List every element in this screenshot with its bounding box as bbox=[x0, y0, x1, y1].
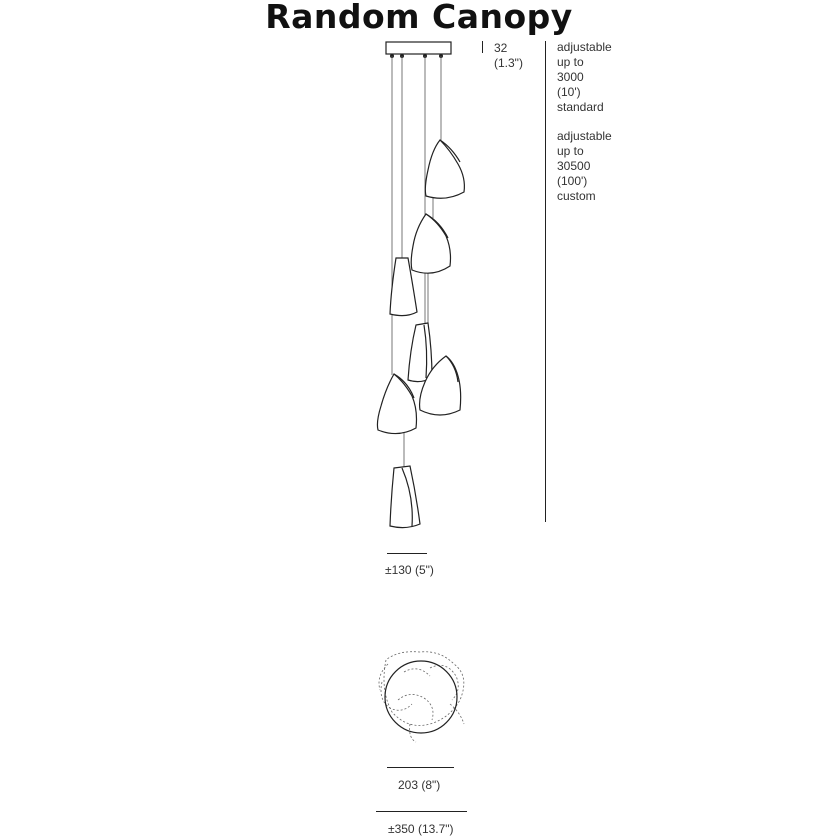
custom-length-note: adjustable up to 30500 (100') custom bbox=[557, 129, 612, 203]
plan-view bbox=[379, 652, 464, 742]
shade-2 bbox=[411, 214, 450, 273]
shade-width-label: ±130 (5") bbox=[385, 563, 434, 577]
cluster-outline bbox=[379, 652, 464, 742]
canopy-plan-circle bbox=[385, 661, 457, 733]
canopy-height-dimension-line bbox=[482, 41, 483, 53]
product-title: Random Canopy bbox=[265, 0, 573, 36]
standard-length-note: adjustable up to 3000 (10') standard bbox=[557, 40, 612, 114]
shade-6 bbox=[377, 374, 416, 434]
cluster-diameter-label: ±350 (13.7") bbox=[388, 822, 454, 836]
canopy-diameter-dimension-line bbox=[387, 767, 454, 768]
ceiling-canopy bbox=[386, 42, 451, 54]
cluster-diameter-dimension-line bbox=[376, 811, 467, 812]
canopy-height-imperial: (1.3") bbox=[494, 56, 523, 70]
overall-length-dimension-line bbox=[545, 41, 546, 522]
canopy-height-value: 32 bbox=[494, 41, 508, 55]
shade-7 bbox=[390, 466, 420, 528]
shade-width-dimension-line bbox=[387, 553, 427, 554]
shade-4 bbox=[408, 323, 432, 382]
canopy-diameter-label: 203 (8") bbox=[398, 778, 441, 792]
shade-1 bbox=[425, 140, 464, 198]
